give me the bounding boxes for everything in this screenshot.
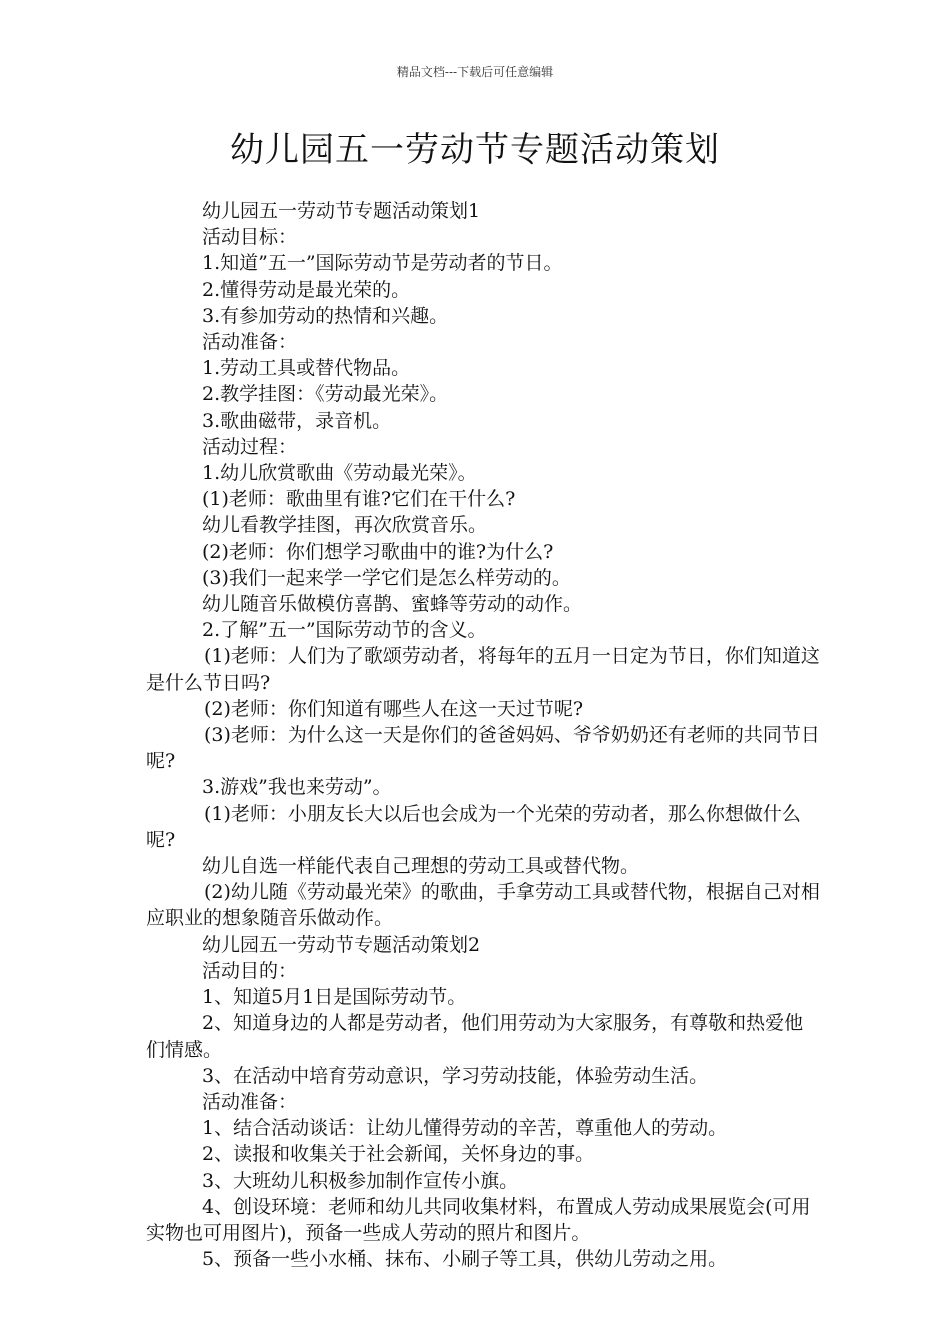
paragraph: (1)老师：人们为了歌颂劳动者，将每年的五月一日定为节日，你们知道这是什么节日吗?	[146, 645, 820, 694]
paragraph: 2、知道身边的人都是劳动者，他们用劳动为大家服务，有尊敬和热爱他们情感。	[146, 1012, 804, 1061]
document-title: 幼儿园五一劳动节专题活动策划	[230, 130, 720, 170]
paragraph: 1.知道”五一”国际劳动节是劳动者的节日。	[202, 252, 563, 275]
paragraph: 幼儿看教学挂图，再次欣赏音乐。	[202, 514, 488, 537]
paragraph: 5、预备一些小水桶、抹布、小刷子等工具，供幼儿劳动之用。	[202, 1248, 728, 1271]
paragraph: 1.幼儿欣赏歌曲《劳动最光荣》。	[202, 462, 477, 485]
paragraph: (3)老师：为什么这一天是你们的爸爸妈妈、爷爷奶奶还有老师的共同节日呢?	[146, 724, 820, 773]
paragraph: (2)幼儿随《劳动最光荣》的歌曲，手拿劳动工具或替代物，根据自己对相应职业的想象随音乐做动作。	[146, 881, 820, 930]
paragraph: 3、大班幼儿积极参加制作宣传小旗。	[202, 1169, 519, 1192]
paragraph: 3.游戏”我也来劳动”。	[202, 776, 392, 799]
paragraph: 3、在活动中培育劳动意识，学习劳动技能，体验劳动生活。	[202, 1064, 709, 1087]
paragraph: 幼儿随音乐做模仿喜鹊、蜜蜂等劳动的动作。	[202, 593, 583, 616]
paragraph: 幼儿园五一劳动节专题活动策划2	[202, 933, 481, 956]
paragraph: 幼儿园五一劳动节专题活动策划1	[202, 200, 481, 222]
paragraph: 3.歌曲磁带，录音机。	[202, 409, 392, 432]
header-note: 精品文档---下载后可任意编辑	[396, 65, 554, 79]
paragraph: 活动准备：	[202, 1090, 298, 1113]
paragraph: 活动准备：	[202, 331, 298, 354]
paragraph: 1、知道5月1日是国际劳动节。	[202, 986, 467, 1009]
paragraph: 活动目标：	[202, 226, 298, 249]
paragraph: 2.教学挂图：《劳动最光荣》。	[202, 383, 449, 406]
paragraph: (1)老师：歌曲里有谁?它们在干什么?	[202, 488, 516, 511]
paragraph: (3)我们一起来学一学它们是怎么样劳动的。	[202, 566, 571, 589]
paragraph: 2.懂得劳动是最光荣的。	[202, 278, 411, 301]
paragraph: 2.了解”五一”国际劳动节的含义。	[202, 619, 487, 642]
paragraph: 活动目的：	[202, 959, 298, 982]
paragraph: 活动过程：	[202, 435, 298, 458]
paragraph: 4、创设环境：老师和幼儿共同收集材料，布置成人劳动成果展览会(可用实物也可用图片)，预备一些成人劳动的照片和图片。	[146, 1195, 811, 1244]
paragraph: 2、读报和收集关于社会新闻，关怀身边的事。	[202, 1143, 595, 1166]
paragraph: (2)老师：你们想学习歌曲中的谁?为什么?	[202, 540, 554, 563]
paragraph: 幼儿自选一样能代表自己理想的劳动工具或替代物。	[202, 855, 640, 878]
paragraph: 1、结合活动谈话：让幼儿懂得劳动的辛苦，尊重他人的劳动。	[202, 1117, 728, 1140]
paragraph: 3.有参加劳动的热情和兴趣。	[202, 304, 449, 327]
paragraph: (2)老师：你们知道有哪些人在这一天过节呢?	[204, 697, 584, 720]
document-body	[146, 198, 822, 1272]
paragraph: 1.劳动工具或替代物品。	[202, 357, 411, 380]
paragraph: (1)老师：小朋友长大以后也会成为一个光荣的劳动者，那么你想做什么呢?	[146, 802, 801, 851]
